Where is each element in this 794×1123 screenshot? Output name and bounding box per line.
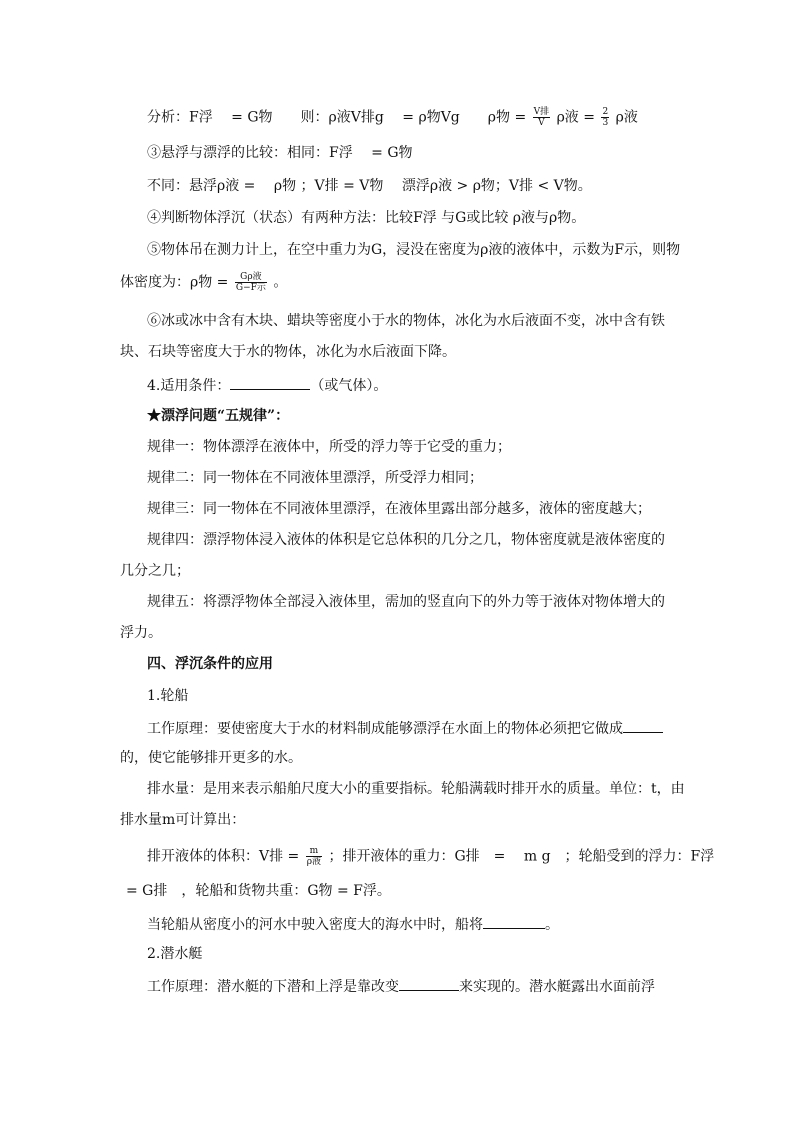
analysis-text-2: ρ液 =	[556, 109, 600, 126]
river-sea-end: 。	[545, 917, 559, 933]
rule-five: 规律五：将漂浮物体全部浸入液体里，需加的竖直向下的外力等于液体对物体增大的	[147, 594, 665, 610]
fraction-numerator: 2	[602, 107, 609, 117]
applicable-condition	[0, 374, 794, 396]
answer-blank	[483, 913, 545, 929]
ship-principle	[0, 717, 794, 739]
condition-suffix: （或气体）。	[310, 378, 388, 394]
rule-five-cont: 浮力。	[120, 625, 162, 641]
fraction-numerator: Gρ液	[235, 272, 267, 283]
fraction-denominator: ρ液	[306, 857, 322, 867]
rule-four-cont: 几分之几；	[120, 563, 190, 579]
answer-blank	[399, 975, 459, 991]
fraction-denominator: 3	[602, 118, 609, 128]
fraction-denominator: G−F示	[235, 283, 266, 293]
ship-heading: 1.轮船	[147, 688, 189, 704]
analysis-text: 分析：F浮 = G物 则：ρ液V排g = ρ物Vg ρ物 =	[147, 109, 531, 126]
judge-method-line: ④判断物体浮沉（状态）有两种方法：比较F浮 与G或比较 ρ液与ρ物。	[147, 210, 586, 226]
displacement-line: 排水量：是用来表示船舶尺度大小的重要指标。轮船满载时排开水的质量。单位：t，由	[147, 781, 685, 797]
density-text: 体密度为：ρ物 =	[120, 274, 233, 291]
density-fraction	[235, 272, 267, 293]
five-rules-heading: ★漂浮问题“五规律”：	[147, 408, 290, 424]
volume-text: 排开液体的体积：V排 =	[147, 848, 304, 865]
river-sea-text: 当轮船从密度小的河水中驶入密度大的海水中时，船将	[147, 917, 483, 933]
buoyancy-equals-line: = G排 ，轮船和货物共重：G物 = F浮。	[126, 883, 391, 899]
rule-four: 规律四：漂浮物体浸入液体的体积是它总体积的几分之几，物体密度就是液体密度的	[147, 532, 665, 548]
submarine-principle	[0, 975, 794, 997]
river-to-sea-line	[0, 913, 794, 935]
analysis-text-3: ρ液	[615, 109, 638, 126]
rule-three: 规律三：同一物体在不同液体里漂浮，在液体里露出部分越多，液体的密度越大；	[147, 501, 651, 517]
ice-line-1: ⑥冰或冰中含有木块、蜡块等密度小于水的物体，冰化为水后液面不变，冰中含有铁	[147, 313, 665, 329]
submarine-text-2: 来实现的。潜水艇露出水面前浮	[459, 979, 655, 995]
spring-scale-line: ⑤物体吊在测力计上，在空中重力为G，浸没在密度为ρ液的液体中，示数为F示，则物	[147, 242, 681, 258]
condition-label: 4.适用条件：	[147, 378, 231, 394]
rule-one: 规律一：物体漂浮在液体中，所受的浮力等于它受的重力；	[147, 439, 511, 455]
ice-line-2: 块、石块等密度大于水的物体，冰化为水后液面下降。	[120, 344, 456, 360]
density-formula-line	[0, 272, 794, 293]
ship-principle-cont: 的，使它能够排开更多的水。	[120, 750, 302, 766]
fraction-denominator: V	[538, 118, 545, 128]
fraction-v	[533, 107, 551, 128]
answer-blank	[623, 717, 663, 733]
displaced-volume-line	[0, 846, 794, 867]
suspend-float-compare: ③悬浮与漂浮的比较：相同：F浮 = G物	[147, 145, 413, 161]
fraction-numerator: m	[306, 846, 322, 857]
volume-text-2: ；排开液体的重力：G排 = m g ；轮船受到的浮力：F浮	[328, 848, 715, 865]
volume-fraction	[306, 846, 322, 867]
fraction-two-thirds	[601, 107, 609, 128]
displacement-cont: 排水量m可计算出：	[120, 812, 246, 828]
analysis-line	[0, 107, 794, 128]
difference-line: 不同：悬浮ρ液 = ρ物 ；V排 = V物 漂浮ρ液 > ρ物；V排 < V物。	[147, 178, 592, 194]
section-heading-applications: 四、浮沉条件的应用	[147, 656, 273, 672]
answer-blank	[230, 374, 310, 390]
submarine-heading: 2.潜水艇	[147, 946, 203, 962]
rule-two: 规律二：同一物体在不同液体里漂浮，所受浮力相同；	[147, 470, 483, 486]
submarine-text: 工作原理：潜水艇的下潜和上浮是靠改变	[147, 979, 399, 995]
fraction-numerator: V排	[533, 107, 550, 117]
ship-principle-text: 工作原理：要使密度大于水的材料制成能够漂浮在水面上的物体必须把它做成	[147, 721, 623, 737]
density-text-end: 。	[273, 274, 288, 291]
